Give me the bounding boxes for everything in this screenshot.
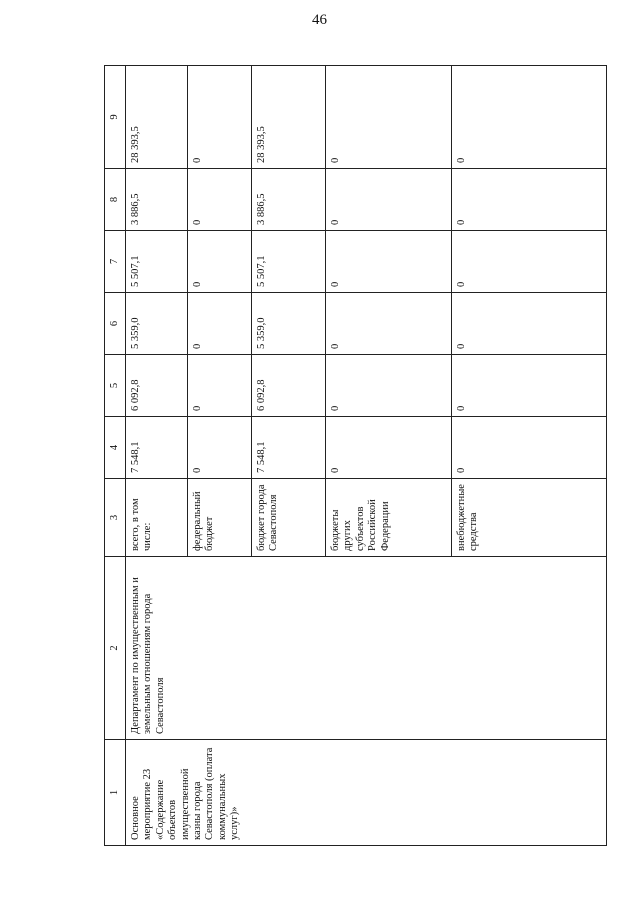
- value-cell: 0: [326, 355, 452, 417]
- column-header: 4: [105, 417, 126, 479]
- column-header: 2: [105, 557, 126, 740]
- table-container: [104, 66, 607, 846]
- page-number: 46: [312, 12, 327, 28]
- column-header: 6: [105, 293, 126, 355]
- value-cell: 0: [188, 169, 252, 231]
- activity-cell: Основное мероприятие 23 «Содержание объектов имущественной казны города Севастополя (оплата коммунальных услуг)»: [126, 740, 607, 846]
- value-cell: 0: [452, 355, 607, 417]
- value-cell: 0: [188, 231, 252, 293]
- column-header: 7: [105, 231, 126, 293]
- source-cell: бюджет города Севастополя: [252, 479, 326, 557]
- value-cell: 6 092,8: [126, 355, 188, 417]
- value-cell: 0: [188, 355, 252, 417]
- funding-table: [104, 65, 607, 846]
- table-row: [126, 66, 188, 846]
- value-cell: 5 507,1: [126, 231, 188, 293]
- value-cell: 0: [452, 66, 607, 169]
- source-cell: всего, в том числе:: [126, 479, 188, 557]
- value-cell: 0: [326, 169, 452, 231]
- value-cell: 7 548,1: [252, 417, 326, 479]
- value-cell: 0: [188, 417, 252, 479]
- column-header: 3: [105, 479, 126, 557]
- value-cell: 0: [326, 293, 452, 355]
- value-cell: 5 507,1: [252, 231, 326, 293]
- value-cell: 0: [188, 66, 252, 169]
- source-cell: бюджеты других субъектов Российской Федерации: [326, 479, 452, 557]
- value-cell: 0: [452, 293, 607, 355]
- value-cell: 7 548,1: [126, 417, 188, 479]
- value-cell: 0: [326, 231, 452, 293]
- source-cell: федеральный бюджет: [188, 479, 252, 557]
- value-cell: 0: [326, 66, 452, 169]
- source-cell: внебюджетные средства: [452, 479, 607, 557]
- value-cell: 28 393,5: [126, 66, 188, 169]
- value-cell: 5 359,0: [126, 293, 188, 355]
- column-header: 8: [105, 169, 126, 231]
- value-cell: 0: [188, 293, 252, 355]
- value-cell: 0: [452, 417, 607, 479]
- column-header: 9: [105, 66, 126, 169]
- value-cell: 0: [452, 169, 607, 231]
- header-row: [105, 66, 126, 846]
- executor-cell: Департамент по имущественным и земельным отношениям города Севастополя: [126, 557, 607, 740]
- value-cell: 5 359,0: [252, 293, 326, 355]
- value-cell: 3 886,5: [252, 169, 326, 231]
- value-cell: 0: [326, 417, 452, 479]
- value-cell: 6 092,8: [252, 355, 326, 417]
- value-cell: 0: [452, 231, 607, 293]
- value-cell: 3 886,5: [126, 169, 188, 231]
- column-header: 5: [105, 355, 126, 417]
- column-header: 1: [105, 740, 126, 846]
- value-cell: 28 393,5: [252, 66, 326, 169]
